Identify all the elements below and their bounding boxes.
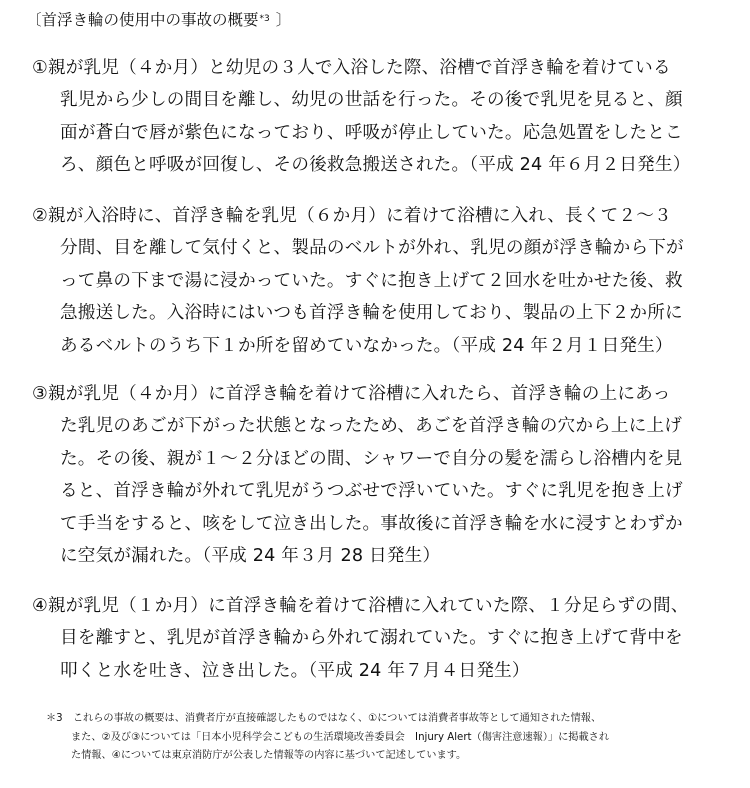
case-4-line-2: 目を離すと、乳児が首浮き輪から外れて溺れていた。すぐに抱き上げて背中を (60, 628, 683, 649)
footnote-line-2: また、②及び③については「日本小児科学会こどもの生活環境改善委員会 Injury Alert（傷害注意速報）」に掲載され (71, 731, 610, 743)
heading-title: 〔首浮き輪の使用中の事故の概要 (26, 11, 259, 29)
case-3-line-3: た。その後、親が１～２分ほどの間、シャワーで自分の髪を濡らし浴槽内を見 (60, 448, 683, 469)
case-2-line-3: って鼻の下まで湯に浸かっていた。すぐに抱き上げて２回水を吐かせた後、救 (60, 270, 683, 291)
case-2-line-1: ②親が入浴時に、首浮き輪を乳児（６か月）に着けて浴槽に入れ、長くて２～３ (32, 206, 672, 226)
case-paragraph-4 (32, 590, 732, 687)
case-4-line-1: ④親が乳児（１か月）に首浮き輪を着けて浴槽に入れていた際、１分足らずの間、 (32, 596, 689, 616)
heading-note-mark: *3 (259, 14, 270, 24)
case-3-line-2: た乳児のあごが下がった状態となったため、あごを首浮き輪の穴から上に上げ (60, 416, 683, 437)
footnote-line-3: た情報、④については東京消防庁が公表した情報等の内容に基づいて記述しています。 (71, 750, 467, 762)
footnote (46, 710, 726, 766)
case-1-line-4: ろ、顔色と呼吸が回復し、その後救急搬送された。（平成 24 年６月２日発生） (60, 155, 691, 176)
case-4-line-3: 叩くと水を吐き、泣き出した。（平成 24 年７月４日発生） (60, 660, 530, 681)
case-3-line-6: に空気が漏れた。（平成 24 年３月 28 日発生） (60, 546, 441, 567)
footnote-line-1: ＊3 これらの事故の概要は、消費者庁が直接確認したものではなく、①については消費者事故等として通知された情報、 (46, 713, 602, 724)
section-heading (26, 8, 291, 32)
case-3-line-5: て手当をすると、咳をして泣き出した。事故後に首浮き輪を水に浸すとわずか (60, 513, 683, 534)
case-2-line-4: 急搬送した。入浴時にはいつも首浮き輪を使用しており、製品の上下２か所に (60, 303, 683, 324)
case-1-line-2: 乳児から少しの間目を離し、幼児の世話を行った。その後で乳児を見ると、顔 (60, 90, 683, 111)
case-1-line-3: 面が蒼白で唇が紫色になっており、呼吸が停止していた。応急処置をしたとこ (60, 122, 683, 143)
case-3-line-4: ると、首浮き輪が外れて乳児がうつぶせで浮いていた。すぐに乳児を抱き上げ (60, 481, 683, 502)
case-3-line-1: ③親が乳児（４か月）に首浮き輪を着けて浴槽に入れたら、首浮き輪の上にあっ (32, 384, 671, 404)
heading-close-bracket: 〕 (275, 11, 292, 29)
case-paragraph-1 (32, 52, 732, 182)
case-2-line-5: あるベルトのうち下１か所を留めていなかった。（平成 24 年２月１日発生） (60, 335, 673, 356)
case-paragraph-3 (32, 378, 732, 572)
case-2-line-2: 分間、目を離して気付くと、製品のベルトが外れ、乳児の顔が浮き輪から下が (60, 238, 684, 259)
case-paragraph-2 (32, 200, 732, 362)
case-1-line-1: ①親が乳児（４か月）と幼児の３人で入浴した際、浴槽で首浮き輪を着けている (32, 58, 671, 78)
